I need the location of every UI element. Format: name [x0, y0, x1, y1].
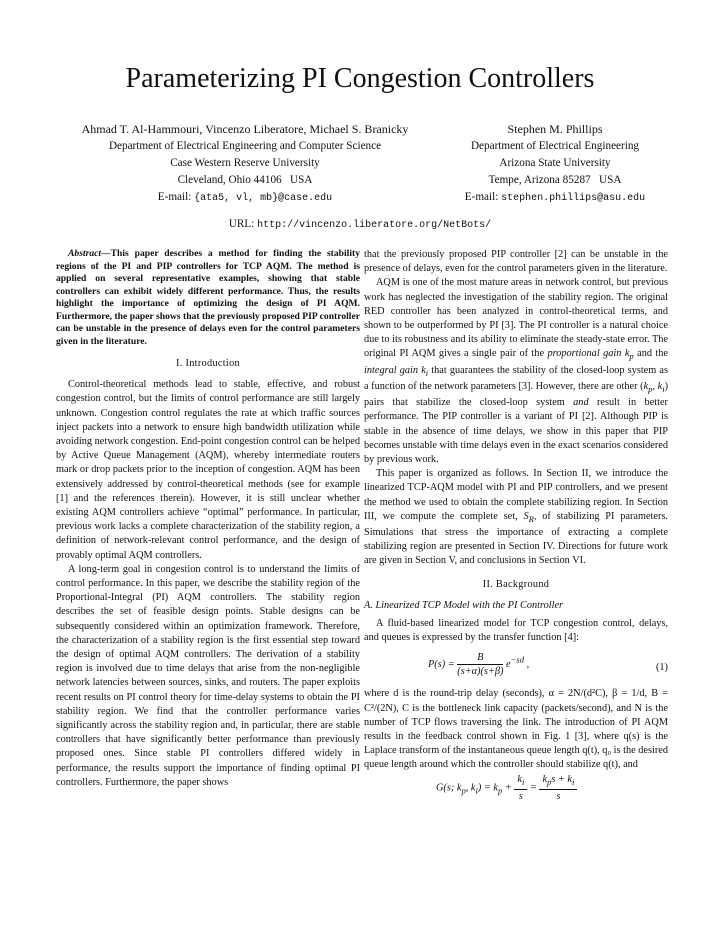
paragraph [364, 276, 668, 467]
paragraph: Control-theoretical methods lead to stable, effective, and robust congestion control, but the limits of control performance are still largely unknown. Congestion control regulates the rate at which traffic sources inject packets into a network to ensure high bandwidth utilization while avoiding network congestion. End-point congestion control can be helped by Active Queue Management (AQM), whereby intermediate routers mark or drop packets prior to the inception of congestion. AQM has been extensively addressed by control-theoretical methods (see for example [1] and the references therein). However, it is still unclear whether existing AQM controllers achieve “optimal” performance. In particular, previous work lacks a complete characterization of the stability region, a definition of network-relevant control performance, and the design of provably optimal AQM controllers. [56, 379, 360, 561]
author-department: Department of Electrical Engineering [470, 140, 640, 152]
paragraph: A long-term goal in congestion control is to understand the limits of control performance. In this paper, we describe the stability region of the Proportional-Integral (PI) AQM controllers. The stability region describes the set of feasible design points. Stable designs can be subsequently considered within an optimization framework. Therefore, the characterization of a stability region is the first essential step toward the design of optimal AQM controllers. The derivation of a stability region is involved due to time delays that arise from the non-negligible network latencies between sources, sinks, and routers. The paper exploits recent results on PI control theory for time-delay systems to obtain the PI stability region. We find that the controller performance varies significantly across the stability region and, in particular, there are stable controllers that have significantly better performance than previously proposed ones. Since stable PI controllers differed widely in performance, the results support the importance of finding optimal PI controllers. Furthermore, the paper shows [56, 563, 360, 788]
author-location: Cleveland, Ohio 44106 USA [177, 174, 313, 186]
author-email-line [60, 189, 430, 207]
equation-body: G(s; $k_p$, $k_i) = k_p$ + $\frac{k_i}{s}$ = $\frac{k_ps + k_i}{s}$ [436, 773, 577, 803]
paper-title: Parameterizing PI Congestion Controllers [125, 63, 595, 94]
abstract-lead: Abstract— [68, 248, 111, 259]
email-label: E-mail: [464, 191, 502, 203]
equation-number: (1) [655, 662, 668, 674]
math-set-sr: $S_R$ [523, 510, 534, 524]
equation-body: P(s) = $\frac{B}{(s+\alpha)(s+\beta)}$ $e^{-sd}$ , [428, 652, 530, 678]
paragraph [364, 467, 668, 568]
math-kp-ki: $k_p$, $k_i$ [643, 380, 665, 394]
url-line [0, 218, 720, 231]
emphasis: proportional gain [547, 348, 622, 360]
left-column [56, 248, 360, 790]
math-ki: $k_i$ [421, 364, 429, 378]
right-column [364, 248, 668, 807]
author-block-right [440, 121, 670, 207]
text-run: that guarantees the stability of the closed-loop system as a function of the network parameters [3]. However, there are other ( [364, 364, 668, 392]
emphasis: integral gain [364, 364, 419, 376]
author-university: Case Western Reserve University [170, 157, 320, 169]
author-block-left [60, 121, 430, 207]
paragraph: A fluid-based linearized model for TCP congestion control, delays, and queues is expressed by the transfer function [4]: [364, 618, 668, 644]
paragraph: that the previously proposed PIP controller [2] can be unstable in the presence of delays, even for the control parameters given in the literature. [364, 249, 668, 275]
subsection-heading: A. Linearized TCP Model with the PI Controller [364, 599, 564, 611]
text-run: This paper is organized as follows. In Section II, we introduce the linearized TCP-AQM model with PI and PIP controllers, and we present the method we used to obtain the complete stabilizing region. In Section III, we compute the complete set, [364, 468, 668, 522]
text-run: and the [633, 348, 668, 360]
author-university: Arizona State University [499, 157, 611, 169]
author-email: stephen.phillips@asu.edu [501, 193, 646, 204]
equation-2 [364, 773, 668, 803]
equation-1 [364, 649, 668, 683]
author-names: Ahmad T. Al-Hammouri, Vincenzo Liberatore, Michael S. Branicky [81, 122, 409, 136]
author-location: Tempe, Arizona 85287 USA [488, 174, 622, 186]
emphasis: and [573, 397, 589, 409]
abstract [56, 248, 360, 348]
section-heading: I. Introduction [176, 358, 240, 369]
author-email: {ata5, vl, mb}@case.edu [194, 193, 333, 204]
text-run: result in better performance. The PIP controller is a variant of PI [2]. Although PIP is stable in the absence of time delays, we show in this paper that PIP becomes unstable with time delays even in the exact scenarios considered by previous work. [364, 397, 668, 465]
author-email-line [440, 189, 670, 207]
math-kp: $k_p$ [624, 348, 634, 362]
text-run: ) pairs that stabilize the closed-loop system [364, 380, 669, 409]
text-run: AQM is one of the most mature areas in network control, but previous work has neglected the investigation of the stability region. The original RED controller has been analyzed in control-theoretical terms, and shown to be outperformed by PI [3]. The PI controller is a natural choice due to its robustness and its ability to eliminate the steady-state error. The original PI AQM gives a single pair of the [364, 277, 668, 360]
url-label: URL: [228, 218, 258, 230]
section-heading: II. Background [482, 578, 550, 590]
text-run: , of stabilizing PI parameters. Simulations that stress the importance of extracting a complete stabilizing region are presented in Section IV. Directions for future work are given in Section V, and conclusions in Section VI. [364, 510, 668, 567]
email-label: E-mail: [157, 191, 195, 203]
abstract-body: This paper describes a method for finding the stability regions of the PI and PIP controllers for TCP AQM. The method is applied on several representative examples, showing that stable controllers can exhibit widely different performance. Thus, the results highlight the importance of optimizing the design of PI AQM. Furthermore, the paper shows that the previously proposed PIP controller can be unstable in the presence of delays even for the control parameters given in the literature. [56, 248, 360, 347]
project-url[interactable]: http://vincenzo.liberatore.org/NetBots/ [257, 220, 492, 231]
paragraph: where d is the round-trip delay (seconds), α = 2N/(d²C), β = 1/d, B = C²/(2N), C is the bottleneck link capacity (packets/second), and N is the number of TCP flows traversing the link. The introduction of PI AQM results in the feedback control shown in Fig. 1 [3], where q(s) is the Laplace transform of the instantaneous queue length q(t), q₀ is the desired queue length around which the controller should stabilize q(t), and [364, 688, 668, 771]
author-department: Department of Electrical Engineering and Computer Science [108, 140, 382, 152]
author-names: Stephen M. Phillips [507, 122, 603, 136]
